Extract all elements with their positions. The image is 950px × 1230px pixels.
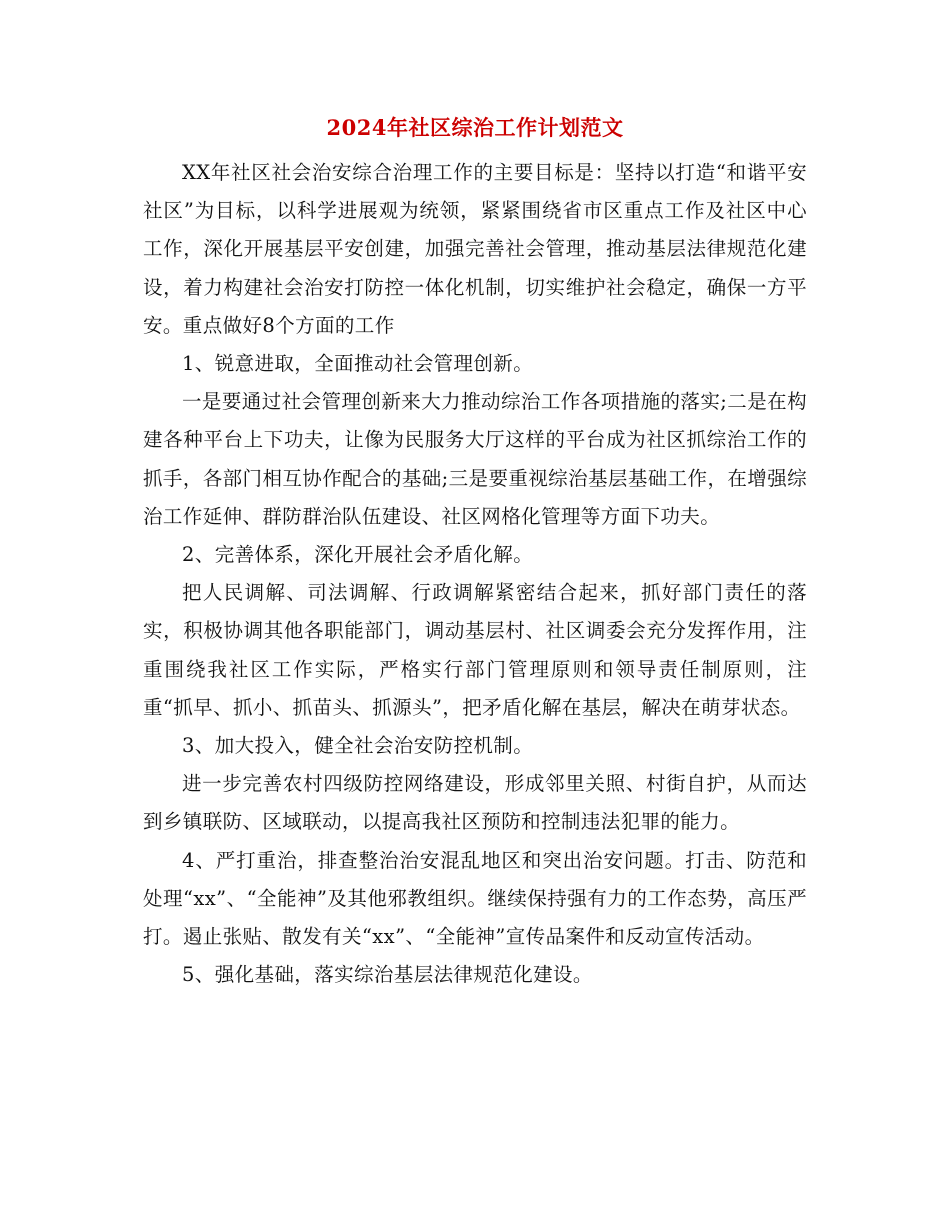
paragraph-heading-1: 1、锐意进取，全面推动社会管理创新。 <box>182 352 534 376</box>
paragraph-heading-3: 3、加大投入，健全社会治安防控机制。 <box>182 734 534 758</box>
paragraph-body-1: 一是要通过社会管理创新来大力推动综治工作各项措施的落实;二是在构建各种平台上下功夫，让像为民服务大厅这样的平台成为社区抓综治工作的抓手，各部门相互协作配合的基础;三是要重视综治基层基础工作，在增强综治工作延伸、群防群治队伍建设、社区网格化管理等方面下功夫。 <box>143 390 807 528</box>
document-page <box>143 110 807 994</box>
document-title: 2024年社区综治工作计划范文 <box>326 115 624 140</box>
document-body <box>143 154 807 994</box>
paragraph-heading-5: 5、强化基础，落实综治基层法律规范化建设。 <box>182 963 593 987</box>
paragraph-heading-2: 2、完善体系，深化开展社会矛盾化解。 <box>182 543 534 567</box>
paragraph-body-2: 把人民调解、司法调解、行政调解紧密结合起来，抓好部门责任的落实，积极协调其他各职能部门，调动基层村、社区调委会充分发挥作用，注重围绕我社区工作实际，严格实行部门管理原则和领导责任制原则，注重“抓早、抓小、抓苗头、抓源头”，把矛盾化解在基层，解决在萌芽状态。 <box>143 581 807 719</box>
paragraph-intro: XX年社区社会治安综合治理工作的主要目标是：坚持以打造“和谐平安社区”为目标，以科学进展观为统领，紧紧围绕省市区重点工作及社区中心工作，深化开展基层平安创建，加强完善社会管理，推动基层法律规范化建设，着力构建社会治安打防控一体化机制，切实维护社会稳定，确保一方平安。重点做好8个方面的工作 <box>143 161 807 337</box>
paragraph-heading-4: 4、严打重治，排查整治治安混乱地区和突出治安问题。打击、防范和处理“xx”、“全能神”及其他邪教组织。继续保持强有力的工作态势，高压严打。遏止张贴、散发有关“xx”、“全能神”宣传品案件和反动宣传活动。 <box>143 848 807 949</box>
paragraph-body-3: 进一步完善农村四级防控网络建设，形成邻里关照、村街自护，从而达到乡镇联防、区域联动，以提高我社区预防和控制违法犯罪的能力。 <box>143 772 807 834</box>
